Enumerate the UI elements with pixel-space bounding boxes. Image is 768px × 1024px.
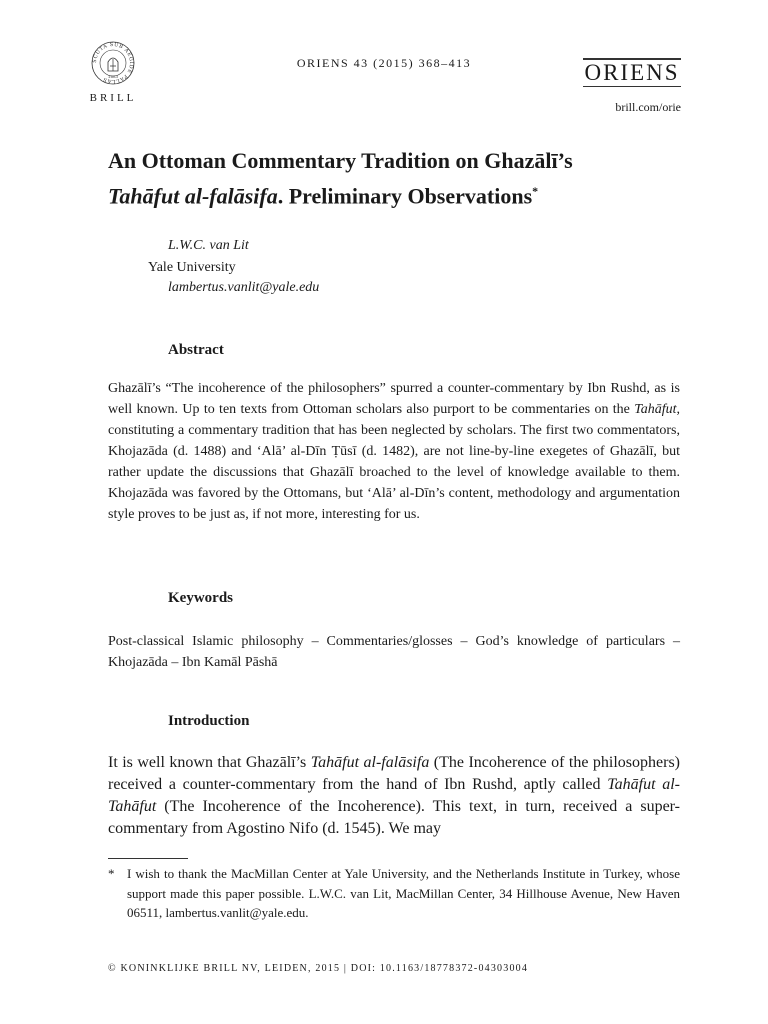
publisher-name: BRILL xyxy=(89,92,137,104)
journal-logo-text: ORIENS xyxy=(584,60,680,85)
seal-ring-text: SCUTA SUB AEGIDE PALLAS xyxy=(91,41,135,85)
copyright-doi-footer: © KONINKLIJKE BRILL NV, LEIDEN, 2015 | DOI: 10.1163/18778372-04303004 xyxy=(108,963,529,974)
seal-year: 1683 xyxy=(107,74,119,79)
author-name: L.W.C. van Lit xyxy=(168,238,249,253)
journal-url[interactable]: brill.com/orie xyxy=(615,100,681,114)
abstract-heading: Abstract xyxy=(168,342,224,358)
author-affiliation: Yale University xyxy=(148,260,236,275)
journal-logo xyxy=(583,58,681,87)
footnote xyxy=(108,864,680,923)
article-title xyxy=(108,145,688,211)
title-rest: . Preliminary Observations xyxy=(277,183,533,209)
title-italic: Tahāfut al-falāsifa xyxy=(108,183,278,209)
author-email[interactable]: lambertus.vanlit@yale.edu xyxy=(168,280,320,295)
title-footnote-mark[interactable]: * xyxy=(532,184,539,198)
footnote-text: I wish to thank the MacMillan Center at Yale University, and the Netherlands Institute in Turkey, whose support made this paper possible. L.W.C. van Lit, MacMillan Center, 34 Hillhouse Avenue, New Haven 06511, lambertus.vanlit@yale.edu. xyxy=(127,866,680,920)
keywords-text: Post-classical Islamic philosophy – Commentaries/glosses – God’s knowledge of particulars – Khojazāda – Ibn Kamāl Pāshā xyxy=(108,634,680,670)
title-line1: An Ottoman Commentary Tradition on Ghazālī’s xyxy=(108,148,573,173)
keywords-heading: Keywords xyxy=(168,590,233,606)
publisher-logo xyxy=(88,40,138,104)
introduction-heading: Introduction xyxy=(168,713,250,729)
abstract-text: Ghazālī’s “The incoherence of the philosophers” spurred a counter-commentary by Ibn Rushd, as is well known. Up to ten texts from Ottoman scholars also purport to be commentaries on the Tahāfut, constituting a commentary tradition that has been neglected by scholars. The first two commentators, Khojazāda (d. 1488) and ‘Alā’ al-Dīn Ṭūsī (d. 1482), are not line-by-line exegetes of Ghazālī, but rather update the discussions that Ghazālī broached to the level of knowledge available to them. Khojazāda was favored by the Ottomans, but ‘Alā’ al-Dīn’s content, methodology and argumentation style proves to be just as, if not more, interesting for us. xyxy=(108,381,680,522)
footnote-rule xyxy=(108,858,188,859)
footnote-mark: * xyxy=(108,866,115,881)
journal-citation: ORIENS 43 (2015) 368–413 xyxy=(296,56,472,70)
introduction-text: It is well known that Ghazālī’s Tahāfut al-falāsifa (The Incoherence of the philosophers) received a counter-commentary from the hand of Ibn Rushd, aptly called Tahāfut al-Tahāfut (The Incoherence of the Incoherence). This text, in turn, received a super-commentary from Agostino Nifo (d. 1545). We may xyxy=(108,754,680,837)
